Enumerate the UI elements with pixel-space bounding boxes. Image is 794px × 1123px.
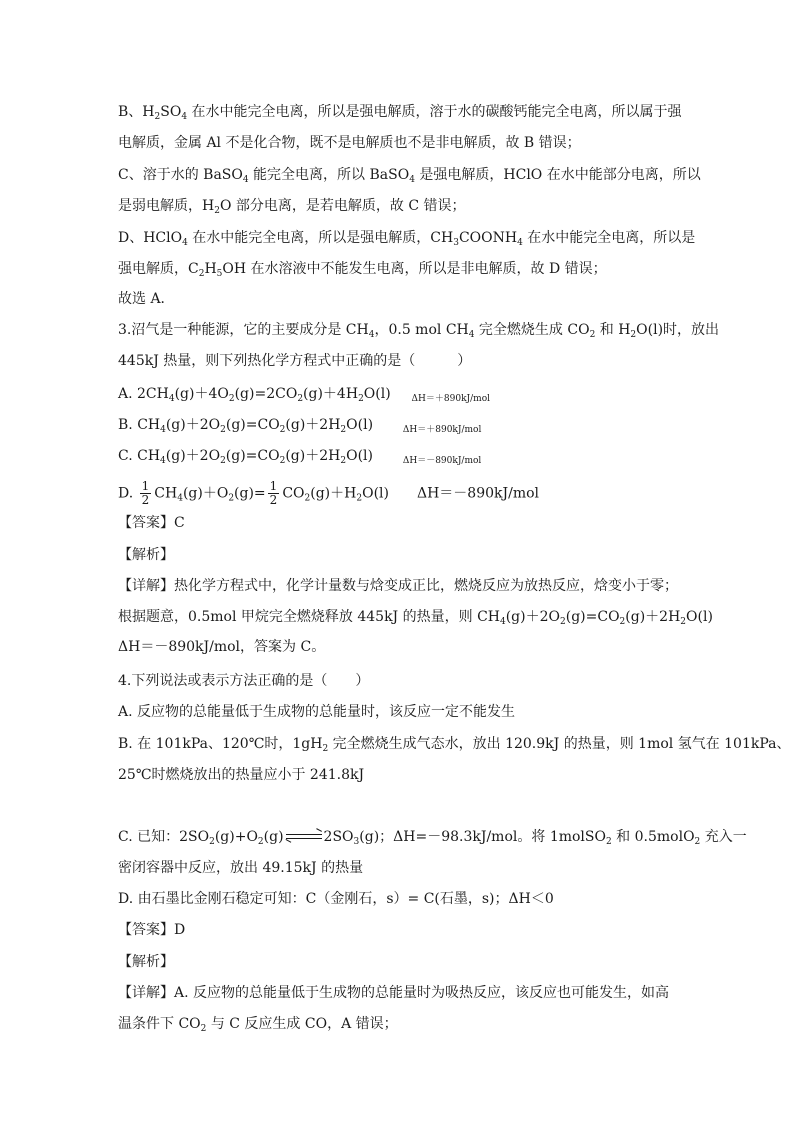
option-c-equilibrium-equation: C. 已知：$2SO_2(g)+O_2(g)$ $2SO_3(g)$；ΔH=－98.3kJ/mol。将 1molSO$_2$ 和 0.5molO$_2$ 充入一	[118, 829, 747, 847]
text-line: 【详解】A. 反应物的总能量低于生成物的总能量时为吸热反应，该反应也可能发生，如高	[118, 985, 670, 1001]
option-label: D.	[118, 485, 138, 502]
option-d-fraction-equation: D. $\frac{1}{2}$ $CH_4(g)+O_2(g)=$ $\frac{1}{2}$ $CO_2(g)+H_2O(l)$ ΔH＝－890kJ/mol	[118, 479, 540, 507]
text-line: ΔH＝－890kJ/mol，答案为 C。	[118, 639, 326, 655]
text-line: A. 反应物的总能量低于生成物的总能量时，该反应一定不能发生	[118, 704, 516, 720]
text-line: C. $CH_4(g)+2O_2(g)=CO_2(g)+2H_2O(l)$ $_{\Delta H=-890kJ/mol}$	[118, 448, 482, 466]
text-line: 【解析】	[118, 547, 174, 563]
text-line: D. 由石墨比金刚石稳定可知：C（金刚石，s）= C(石墨，s)；ΔH＜0	[118, 891, 554, 907]
text-line: 密闭容器中反应，放出 49.15kJ 的热量	[118, 860, 364, 876]
text-line: 【答案】D	[118, 922, 186, 938]
text-line: 强电解质，$C_2H_5OH$ 在水溶液中不能发生电离，所以是非电解质，故 D 错误；	[118, 261, 607, 279]
text-line: D、HClO$_4$ 在水中能完全电离，所以是强电解质，$CH_3COONH_4$ 在水中能完全电离，所以是	[118, 230, 696, 248]
text-line: 【详解】热化学方程式中，化学计量数与焓变成正比，燃烧反应为放热反应，焓变小于零；	[118, 578, 678, 594]
text-line: B、$H_2SO_4$ 在水中能完全电离，所以是强电解质，溶于水的碳酸钙能完全电离，所以属于强	[118, 104, 682, 122]
text-line: A. $2CH_4(g)+4O_2(g)=2CO_2(g)+4H_2O(l)$ $_{\Delta H=+890kJ/mol}$	[118, 386, 490, 404]
text-line: 温条件下 $CO_2$ 与 C 反应生成 CO，A 错误；	[118, 1016, 398, 1034]
text-line: 445kJ 热量，则下列热化学方程式中正确的是（ ）	[118, 353, 472, 369]
text-line: 25℃时燃烧放出的热量应小于 241.8kJ	[118, 767, 365, 783]
text-line: 【解析】	[118, 954, 174, 970]
fraction: $\frac{1}{2}$	[141, 479, 150, 507]
text-line: 是弱电解质，$H_2O$ 部分电离，是若电解质，故 C 错误；	[118, 198, 466, 216]
text-line: C、溶于水的 BaSO$_4$ 能完全电离，所以 BaSO$_4$ 是强电解质，HClO 在水中能部分电离，所以	[118, 167, 701, 185]
text-line: 【答案】C	[118, 515, 185, 531]
text-line: 电解质，金属 Al 不是化合物，既不是电解质也不是非电解质，故 B 错误；	[118, 135, 581, 151]
text-line: 根据题意，0.5mol 甲烷完全燃烧释放 445kJ 的热量，则 $CH_4(g)+2O_2(g)=CO_2(g)+2H_2O(l)$	[118, 609, 713, 627]
text-line: B. $CH_4(g)+2O_2(g)=CO_2(g)+2H_2O(l)$ $_{\Delta H=+890kJ/mol}$	[118, 417, 482, 435]
text-line: B. 在 101kPa、120℃时，$1gH_2$ 完全燃烧生成气态水，放出 120.9kJ 的热量，则 1mol 氢气在 101kPa、	[118, 736, 791, 754]
equilibrium-arrow-icon	[286, 832, 322, 842]
text-line: 3.沼气是一种能源，它的主要成分是 $CH_4$，0.5 mol $CH_4$ 完全燃烧生成 $CO_2$ 和 $H_2O(l)$时，放出	[118, 322, 720, 340]
text-line: 故选 A．	[118, 291, 175, 307]
text-line: 4.下列说法或表示方法正确的是（ ）	[118, 673, 370, 689]
fraction: $\frac{1}{2}$	[269, 479, 278, 507]
